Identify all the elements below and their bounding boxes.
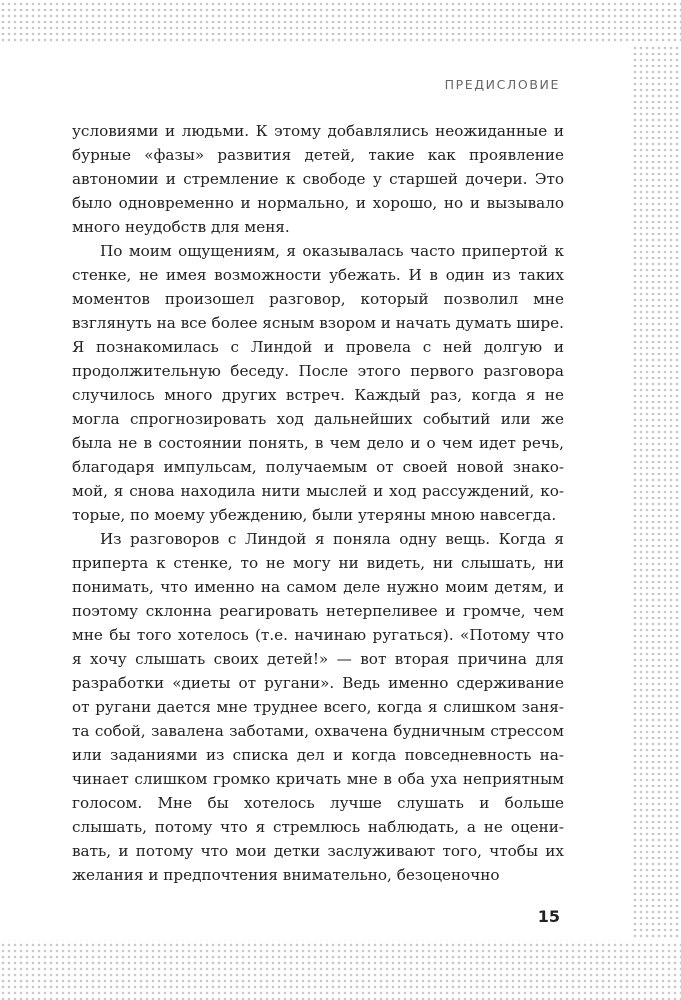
running-header: ПРЕДИСЛОВИЕ [444,77,560,92]
paragraph-3: Из разговоров с Линдой я поняла одну вещь. Когда я приперта к стенке, то не могу ни видеть, ни слышать, ни понимать, что именно на самом деле нужно моим детям, и поэтому склонна реагировать нетерпеливее и громче, чем мне бы того хотелось (т.е. начинаю ругаться). «Потому что я хочу слышать своих детей!» — вот вторая причина для разработки «диеты от ругани». Ведь именно сдерживание от ругани дается мне труднее всего, когда я слишком занята собой, завалена заботами, охвачена будничным стрессом или заданиями из списка дел и когда повседневность начинает слишком громко кричать мне в оба уха неприятным голосом. Мне бы хотелось лучше слушать и больше слышать, потому что я стремлюсь наблюдать, а не оценивать, и потому что мои детки заслуживают того, чтобы их желания и предпочтения внимательно, безоценочно [72,530,564,884]
paragraph-2: По моим ощущениям, я оказывалась часто припертой к стенке, не имея возможности убежать. И в один из таких моментов произошел разговор, который позволил мне взглянуть на все более ясным взором и начать думать шире. Я познакомилась с Линдой и провела с ней долгую и продолжительную беседу. После этого первого разговора случилось много других встреч. Каждый раз, когда я не могла спрогнозировать ход дальнейших событий или же была не в состоянии понять, в чем дело и о чем идет речь, благодаря импульсам, получаемым от своей новой знакомой, я снова находила нити мыслей и ход рассуждений, которые, по моему убеждению, были утеряны мною навсегда. [72,242,564,524]
body-text [72,119,564,887]
dotted-border-right [630,44,681,940]
paragraph-1: условиями и людьми. К этому добавлялись неожиданные и бурные «фазы» развития детей, такие как проявление автономии и стремление к свободе у старшей дочери. Это было одновременно и нормально, и хорошо, но и вызывало много неудобств для меня. [72,122,564,236]
page-number: 15 [537,907,560,926]
dotted-border-top [0,0,681,44]
dotted-border-bottom [0,940,681,1000]
